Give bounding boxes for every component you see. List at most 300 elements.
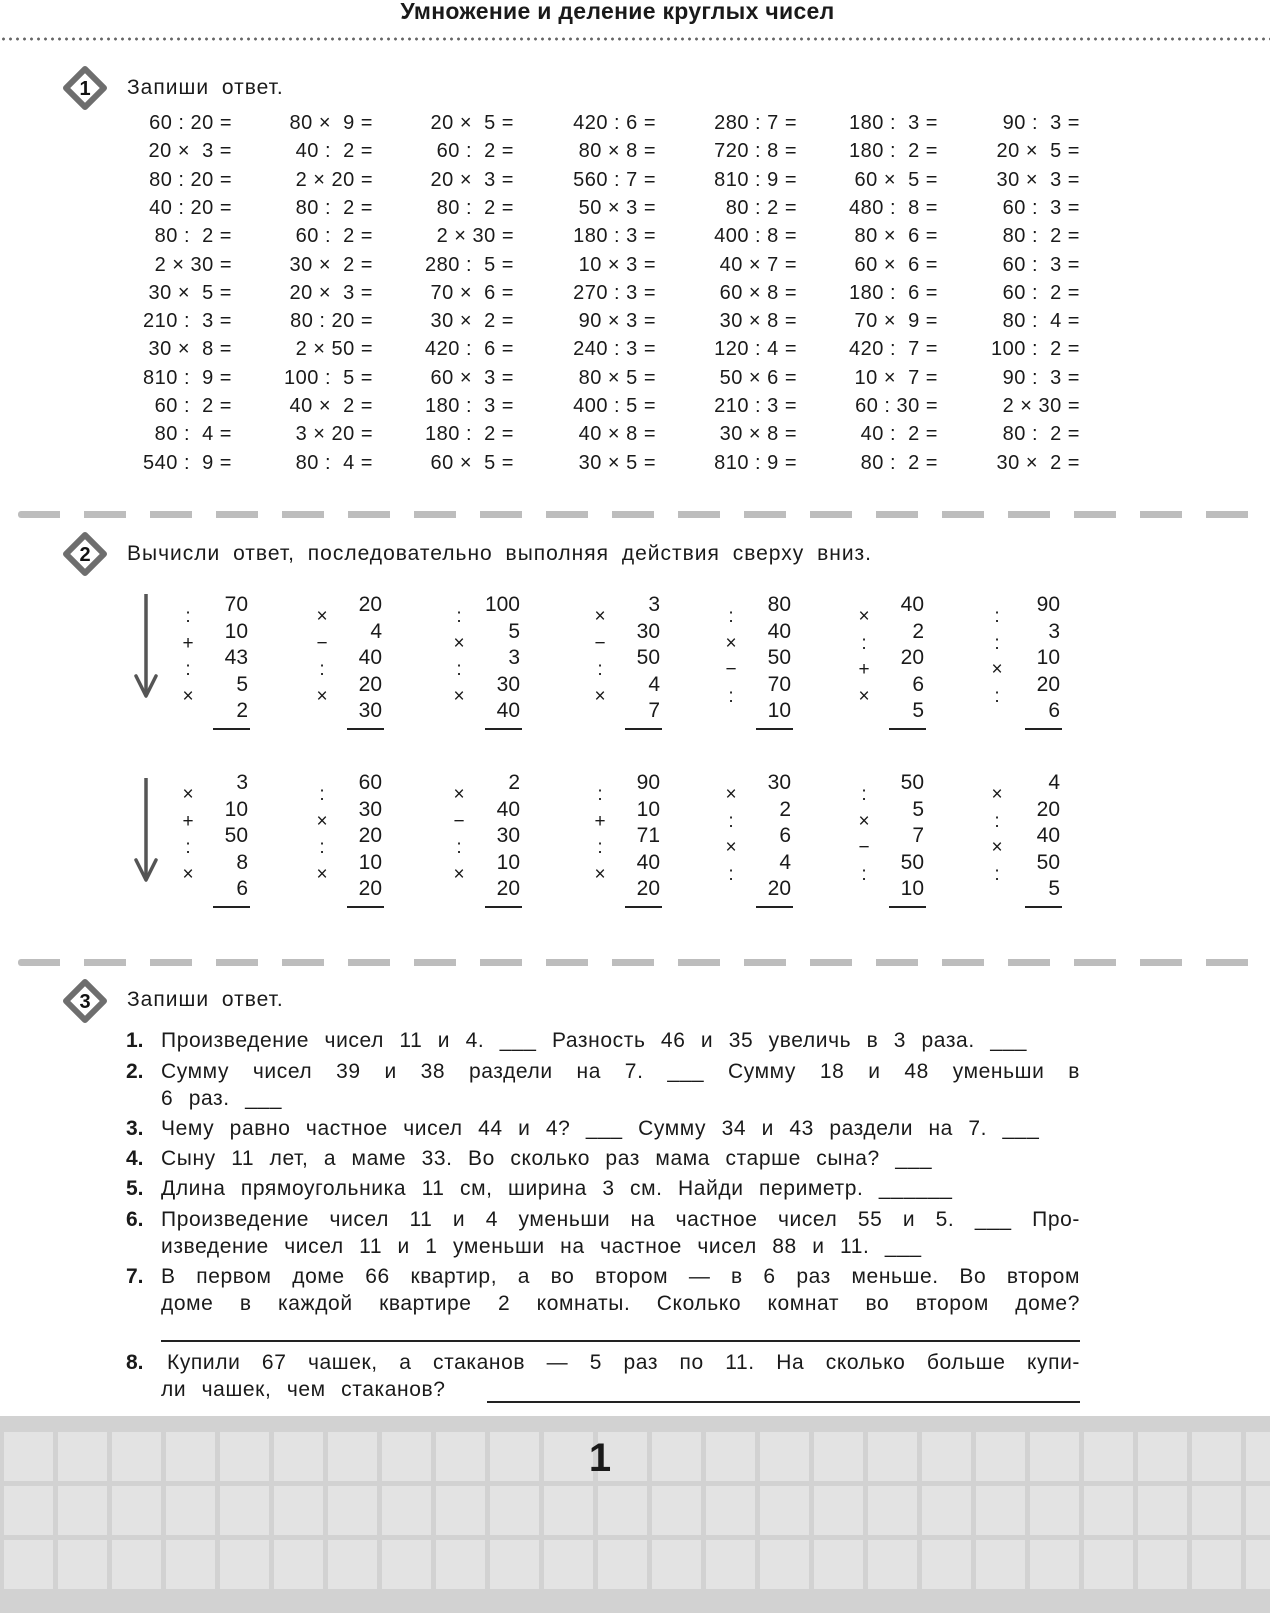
equation: 2 × 50 = — [295, 338, 373, 361]
equation: 80 × 9 = — [289, 112, 373, 134]
task-text: Сыну 11 лет, а маме 33. Во сколько раз мама старше сына? ___ — [161, 1147, 933, 1170]
grid-cell — [868, 1432, 917, 1481]
equation: 20 × 3 = — [430, 168, 514, 191]
chain-operator: × — [594, 863, 606, 885]
chain-number: 5 — [236, 672, 248, 696]
grid-cell — [598, 1540, 647, 1589]
equation: 210 : 3 = — [143, 310, 232, 333]
chain-operator: : — [597, 784, 603, 805]
chain-operator: × — [182, 863, 194, 885]
equation: 420 : 6 = — [425, 338, 514, 361]
answer-underline — [213, 906, 250, 908]
chain-operator: × — [316, 863, 328, 885]
diamond-badge-icon — [63, 532, 107, 576]
grid-cell — [4, 1540, 53, 1589]
chain-operator: : — [319, 659, 325, 681]
equation: 180 : 6 = — [849, 281, 938, 304]
grid-cell — [760, 1432, 809, 1481]
task-text: ли чашек, чем стаканов? — [161, 1377, 446, 1401]
grid-cell — [1192, 1432, 1241, 1481]
grid-cell — [436, 1432, 485, 1481]
grid-cell — [58, 1486, 107, 1535]
chain-number: 40 — [1036, 824, 1060, 848]
equation: 720 : 8 = — [714, 140, 797, 163]
grid-cell — [976, 1432, 1025, 1481]
grid-cell — [166, 1432, 215, 1481]
chain-operator: : — [728, 606, 734, 627]
grid-cell — [544, 1486, 593, 1535]
equation: 80 : 2 = — [1002, 225, 1080, 248]
chain-operator: × — [991, 837, 1003, 859]
grid-cell — [1084, 1540, 1133, 1589]
equation: 60 × 5 = — [430, 451, 514, 474]
diamond-badge-icon — [63, 979, 107, 1023]
equation: 120 : 4 = — [714, 338, 797, 361]
chain-number: 7 — [648, 699, 660, 723]
grid-cell — [166, 1486, 215, 1535]
task-number: 7. — [126, 1265, 144, 1288]
equation: 20 × 3 = — [148, 140, 232, 163]
equation: 30 × 2 = — [289, 253, 373, 276]
chain-operator: × — [991, 659, 1003, 681]
down-arrow-icon — [133, 592, 159, 700]
chain-number: 60 — [358, 771, 382, 794]
chain-number: 3 — [236, 771, 248, 794]
equation: 30 × 5 = — [578, 451, 656, 474]
equation: 420 : 6 = — [573, 112, 656, 134]
equation: 3 × 20 = — [295, 423, 373, 446]
chain-operator: : — [994, 810, 1000, 832]
chain-operator: : — [728, 810, 734, 832]
chain-number: 20 — [767, 877, 791, 901]
chain-number: 7 — [912, 824, 924, 848]
equation: 50 × 6 = — [719, 366, 797, 389]
equation: 80 : 2 = — [436, 196, 514, 219]
equation: 400 : 5 = — [573, 395, 656, 417]
chain-operator: : — [861, 632, 867, 654]
equation: 80 : 2 = — [725, 196, 797, 219]
equation: 2 × 30 = — [436, 225, 514, 248]
equation: 810 : 9 = — [714, 451, 797, 474]
answer-underline — [625, 906, 662, 908]
chain-number: 71 — [636, 824, 660, 848]
grid-cell — [706, 1540, 755, 1589]
equation: 810 : 9 = — [714, 168, 797, 191]
grid-cell — [1246, 1540, 1270, 1589]
chain-number: 10 — [496, 850, 520, 874]
dashed-divider — [18, 959, 1258, 966]
equation: 80 : 2 = — [295, 196, 373, 219]
grid-cell — [1030, 1486, 1079, 1535]
equation: 180 : 3 = — [849, 112, 938, 134]
chain-operator: × — [453, 863, 465, 885]
chain-number: 50 — [636, 646, 660, 670]
answer-underline — [756, 728, 793, 730]
chain-number: 40 — [900, 593, 924, 616]
equation: 60 × 3 = — [430, 366, 514, 389]
equation: 40 × 7 = — [719, 253, 797, 276]
chain-operator: × — [725, 837, 737, 859]
grid-cell — [544, 1540, 593, 1589]
chain-operator: + — [182, 810, 194, 832]
equation: 90 : 3 = — [1002, 112, 1080, 134]
equation: 10 × 3 = — [578, 253, 656, 276]
equation: 80 : 20 = — [149, 168, 232, 191]
grid-cell — [58, 1432, 107, 1481]
grid-cell — [814, 1540, 863, 1589]
chain-number: 2 — [912, 619, 924, 643]
chain-number: 40 — [767, 619, 791, 643]
equation: 2 × 30 = — [154, 253, 232, 276]
chain-number: 5 — [508, 619, 520, 643]
chain-operator: : — [319, 784, 325, 805]
equation: 30 × 3 = — [996, 168, 1080, 191]
chain-operator: : — [994, 863, 1000, 885]
grid-cell — [4, 1486, 53, 1535]
equation: 60 × 8 = — [719, 281, 797, 304]
grid-cell — [1192, 1486, 1241, 1535]
chain-number: 6 — [779, 824, 791, 848]
grid-cell — [490, 1540, 539, 1589]
chain-number: 30 — [767, 771, 791, 794]
answer-underline — [347, 906, 384, 908]
grid-cell — [922, 1432, 971, 1481]
grid-cell — [922, 1486, 971, 1535]
chain-number: 50 — [1036, 850, 1060, 874]
chain-number: 20 — [1036, 797, 1060, 821]
equation: 80 : 4 = — [154, 423, 232, 446]
chain-number: 4 — [370, 619, 382, 643]
section-2-title: Вычисли ответ, последовательно выполняя действия сверху вниз. — [127, 542, 873, 565]
chain-number: 90 — [1036, 593, 1060, 616]
equation: 60 : 2 = — [1002, 281, 1080, 304]
grid-cell — [706, 1432, 755, 1481]
equation: 60 : 20 = — [149, 112, 232, 134]
chain-number: 2 — [236, 699, 248, 723]
equation: 80 : 4 = — [1002, 310, 1080, 333]
equation: 40 × 8 = — [578, 423, 656, 446]
grid-cell — [328, 1432, 377, 1481]
answer-underline — [485, 906, 522, 908]
chain-number: 10 — [636, 797, 660, 821]
grid-cell — [1138, 1486, 1187, 1535]
section-3-badge — [63, 979, 107, 1023]
task-text: Произведение чисел 11 и 4. ___ Разность 46 и 35 увеличь в 3 раза. ___ — [161, 1029, 1028, 1052]
equation: 30 × 8 = — [148, 338, 232, 361]
task-number: 2. — [126, 1060, 144, 1083]
equation: 480 : 8 = — [849, 196, 938, 219]
chain-operator: : — [319, 837, 325, 859]
chain-number: 30 — [636, 619, 660, 643]
grid-cell — [328, 1486, 377, 1535]
chain-number: 5 — [912, 699, 924, 723]
equation: 540 : 9 = — [143, 451, 232, 474]
grid-cell — [760, 1486, 809, 1535]
chain-number: 20 — [636, 877, 660, 901]
chain-operator: : — [456, 837, 462, 859]
grid-cell — [1246, 1432, 1270, 1481]
chain-number: 4 — [1048, 771, 1060, 794]
equation: 30 × 2 = — [430, 310, 514, 333]
grid-cell — [652, 1540, 701, 1589]
equation: 80 : 2 = — [154, 225, 232, 248]
equation: 60 : 30 = — [855, 395, 938, 417]
grid-cell — [436, 1540, 485, 1589]
grid-cell — [220, 1486, 269, 1535]
task-number: 6. — [126, 1208, 144, 1231]
chain-operator: − — [453, 810, 465, 832]
chain-number: 50 — [224, 824, 248, 848]
grid-cell — [112, 1486, 161, 1535]
chain-operator: × — [594, 685, 606, 707]
chain-number: 6 — [912, 672, 924, 696]
chain-number: 6 — [1048, 699, 1060, 723]
answer-line — [161, 1340, 1080, 1342]
equation: 40 : 2 = — [860, 423, 938, 446]
chain-number: 40 — [496, 699, 520, 723]
task-number: 1. — [126, 1029, 144, 1052]
chain-number: 30 — [358, 797, 382, 821]
equation: 80 × 6 = — [854, 225, 938, 248]
chain-number: 10 — [900, 877, 924, 901]
grid-cell — [382, 1432, 431, 1481]
equation: 60 × 6 = — [854, 253, 938, 276]
chain-operator: : — [861, 784, 867, 805]
grid-cell — [1084, 1486, 1133, 1535]
equation: 280 : 7 = — [714, 112, 797, 134]
equation: 210 : 3 = — [714, 395, 797, 417]
answer-underline — [625, 728, 662, 730]
equation: 280 : 5 = — [425, 253, 514, 276]
chain-operator: : — [185, 606, 191, 627]
chain-number: 70 — [767, 672, 791, 696]
chain-operator: : — [456, 659, 462, 681]
chain-number: 10 — [1036, 646, 1060, 670]
answer-underline — [756, 906, 793, 908]
chain-number: 20 — [358, 877, 382, 901]
grid-cell — [490, 1486, 539, 1535]
grid-cell — [4, 1432, 53, 1481]
grid-cell — [922, 1540, 971, 1589]
grid-cell — [112, 1432, 161, 1481]
grid-cell — [1246, 1486, 1270, 1535]
grid-cell — [220, 1540, 269, 1589]
task-text: Длина прямоугольника 11 см, ширина 3 см. Найди периметр. ______ — [161, 1177, 953, 1200]
equation: 100 : 5 = — [284, 366, 373, 389]
chain-number: 20 — [900, 646, 924, 670]
equation: 20 × 5 = — [430, 112, 514, 134]
grid-cell — [1030, 1540, 1079, 1589]
equation: 180 : 3 = — [425, 395, 514, 417]
answer-underline — [1025, 728, 1062, 730]
chain-operator: : — [994, 632, 1000, 654]
chain-number: 43 — [224, 646, 248, 670]
grid-cell — [436, 1486, 485, 1535]
task-text: Чему равно частное чисел 44 и 4? ___ Сумму 34 и 43 раздели на 7. ___ — [161, 1117, 1040, 1140]
task-text: изведение чисел 11 и 1 уменьши на частное чисел 88 и 11. ___ — [161, 1234, 922, 1258]
grid-cell — [328, 1540, 377, 1589]
equation: 80 : 2 = — [1002, 423, 1080, 446]
section-1-title: Запиши ответ. — [127, 76, 284, 99]
chain-number: 10 — [767, 699, 791, 723]
task-text: Произведение чисел 11 и 4 уменьши на частное чисел 55 и 5. ___ Про- — [161, 1208, 1080, 1231]
chain-number: 20 — [1036, 672, 1060, 696]
equation: 30 × 5 = — [148, 281, 232, 304]
equation: 50 × 3 = — [578, 196, 656, 219]
chain-operator: × — [725, 784, 737, 805]
grid-cell — [382, 1486, 431, 1535]
grid-cell — [652, 1486, 701, 1535]
chain-number: 100 — [484, 593, 520, 616]
answer-underline — [485, 728, 522, 730]
chain-number: 3 — [1048, 619, 1060, 643]
equation: 80 × 5 = — [578, 366, 656, 389]
chain-operator: : — [597, 837, 603, 859]
chain-number: 2 — [508, 771, 520, 794]
chain-number: 10 — [358, 850, 382, 874]
equation: 90 × 3 = — [578, 310, 656, 333]
chain-number: 50 — [900, 850, 924, 874]
chain-operator: × — [316, 685, 328, 707]
grid-cell — [814, 1486, 863, 1535]
grid-cell — [814, 1432, 863, 1481]
chain-number: 20 — [496, 877, 520, 901]
grid-cell — [274, 1486, 323, 1535]
grid-cell — [760, 1540, 809, 1589]
task-text: Купили 67 чашек, а стаканов — 5 раз по 11. На сколько больше купи- — [167, 1351, 1080, 1374]
chain-number: 3 — [648, 593, 660, 616]
equation: 100 : 2 = — [991, 338, 1080, 361]
chain-number: 2 — [779, 797, 791, 821]
chain-operator: × — [594, 606, 606, 627]
chain-operator: × — [316, 810, 328, 832]
equation: 10 × 7 = — [854, 366, 938, 389]
chain-operator: × — [453, 685, 465, 707]
grid-cell — [220, 1432, 269, 1481]
grid-cell — [1030, 1432, 1079, 1481]
task-text: Сумму чисел 39 и 38 раздели на 7. ___ Сумму 18 и 48 уменьши в — [161, 1060, 1080, 1083]
chain-number: 20 — [358, 824, 382, 848]
grid-cell — [58, 1540, 107, 1589]
chain-number: 30 — [496, 824, 520, 848]
answer-underline — [889, 728, 926, 730]
equation: 20 × 5 = — [996, 140, 1080, 163]
equation: 30 × 2 = — [996, 451, 1080, 474]
chain-operator: − — [858, 837, 870, 859]
chain-operator: : — [861, 863, 867, 885]
equation: 40 × 2 = — [289, 395, 373, 417]
equation: 60 : 2 = — [154, 395, 232, 417]
chain-operator: : — [728, 685, 734, 707]
grid-cell — [274, 1432, 323, 1481]
answer-line — [487, 1401, 1080, 1403]
grid-cell — [1138, 1540, 1187, 1589]
chain-operator: : — [597, 659, 603, 681]
grid-cell — [976, 1486, 1025, 1535]
chain-number: 40 — [358, 646, 382, 670]
chain-number: 80 — [767, 593, 791, 616]
task-number: 4. — [126, 1147, 144, 1170]
chain-operator: × — [316, 606, 328, 627]
answer-underline — [213, 728, 250, 730]
chain-operator: : — [728, 863, 734, 885]
chain-operator: + — [182, 632, 194, 654]
chain-operator: × — [991, 784, 1003, 805]
equation: 60 : 3 = — [1002, 196, 1080, 219]
answer-underline — [1025, 906, 1062, 908]
task-text: доме в каждой квартире 2 комнаты. Сколько комнат во втором доме? — [161, 1291, 1080, 1315]
chain-number: 30 — [358, 699, 382, 723]
grid-cell — [1192, 1540, 1241, 1589]
equation: 400 : 8 = — [714, 225, 797, 248]
grid-cell — [274, 1540, 323, 1589]
chain-number: 6 — [236, 877, 248, 901]
equation: 810 : 9 = — [143, 366, 232, 389]
equation: 80 × 8 = — [578, 140, 656, 163]
section-number: 3 — [79, 991, 91, 1013]
chain-operator: : — [456, 606, 462, 627]
equation: 30 × 8 = — [719, 423, 797, 446]
grid-cell — [976, 1540, 1025, 1589]
chain-number: 8 — [236, 850, 248, 874]
grid-cell — [1138, 1432, 1187, 1481]
chain-number: 30 — [496, 672, 520, 696]
down-arrow-icon — [133, 776, 159, 884]
equation: 60 : 2 = — [295, 225, 373, 248]
section-2-badge — [63, 532, 107, 576]
equation: 270 : 3 = — [573, 281, 656, 304]
section-1-badge — [63, 66, 107, 110]
chain-operator: × — [182, 784, 194, 805]
equation: 180 : 2 = — [425, 423, 514, 446]
page-number: 1 — [588, 1436, 612, 1480]
section-number: 1 — [79, 78, 91, 100]
equation: 30 × 8 = — [719, 310, 797, 333]
chain-number: 50 — [900, 771, 924, 794]
task-text: В первом доме 66 квартир, а во втором — в 6 раз меньше. Во втором — [161, 1265, 1080, 1288]
chain-number: 20 — [358, 672, 382, 696]
equation: 240 : 3 = — [573, 338, 656, 361]
equation: 20 × 3 = — [289, 281, 373, 304]
chain-operator: + — [858, 659, 870, 681]
equation: 40 : 2 = — [295, 140, 373, 163]
diamond-badge-icon — [63, 66, 107, 110]
chain-number: 10 — [224, 797, 248, 821]
chain-operator: : — [994, 685, 1000, 707]
chain-operator: × — [858, 685, 870, 707]
chain-number: 40 — [496, 797, 520, 821]
grid-cell — [598, 1486, 647, 1535]
section-number: 2 — [79, 544, 91, 566]
chain-operator: : — [185, 837, 191, 859]
section-3-title: Запиши ответ. — [127, 988, 284, 1011]
grid-cell — [112, 1540, 161, 1589]
equation: 180 : 2 = — [849, 140, 938, 163]
page-title: Умножение и деление круглых чисел — [400, 0, 835, 24]
chain-number: 4 — [648, 672, 660, 696]
grid-cell — [490, 1432, 539, 1481]
equation: 60 : 3 = — [1002, 253, 1080, 276]
equation: 180 : 3 = — [573, 225, 656, 248]
chain-number: 50 — [767, 646, 791, 670]
answer-underline — [889, 906, 926, 908]
dashed-divider — [18, 511, 1258, 518]
equation: 40 : 20 = — [149, 196, 232, 219]
chain-operator: + — [594, 810, 606, 832]
chain-number: 5 — [1048, 877, 1060, 901]
equation: 420 : 7 = — [849, 338, 938, 361]
equation: 70 × 9 = — [854, 310, 938, 333]
